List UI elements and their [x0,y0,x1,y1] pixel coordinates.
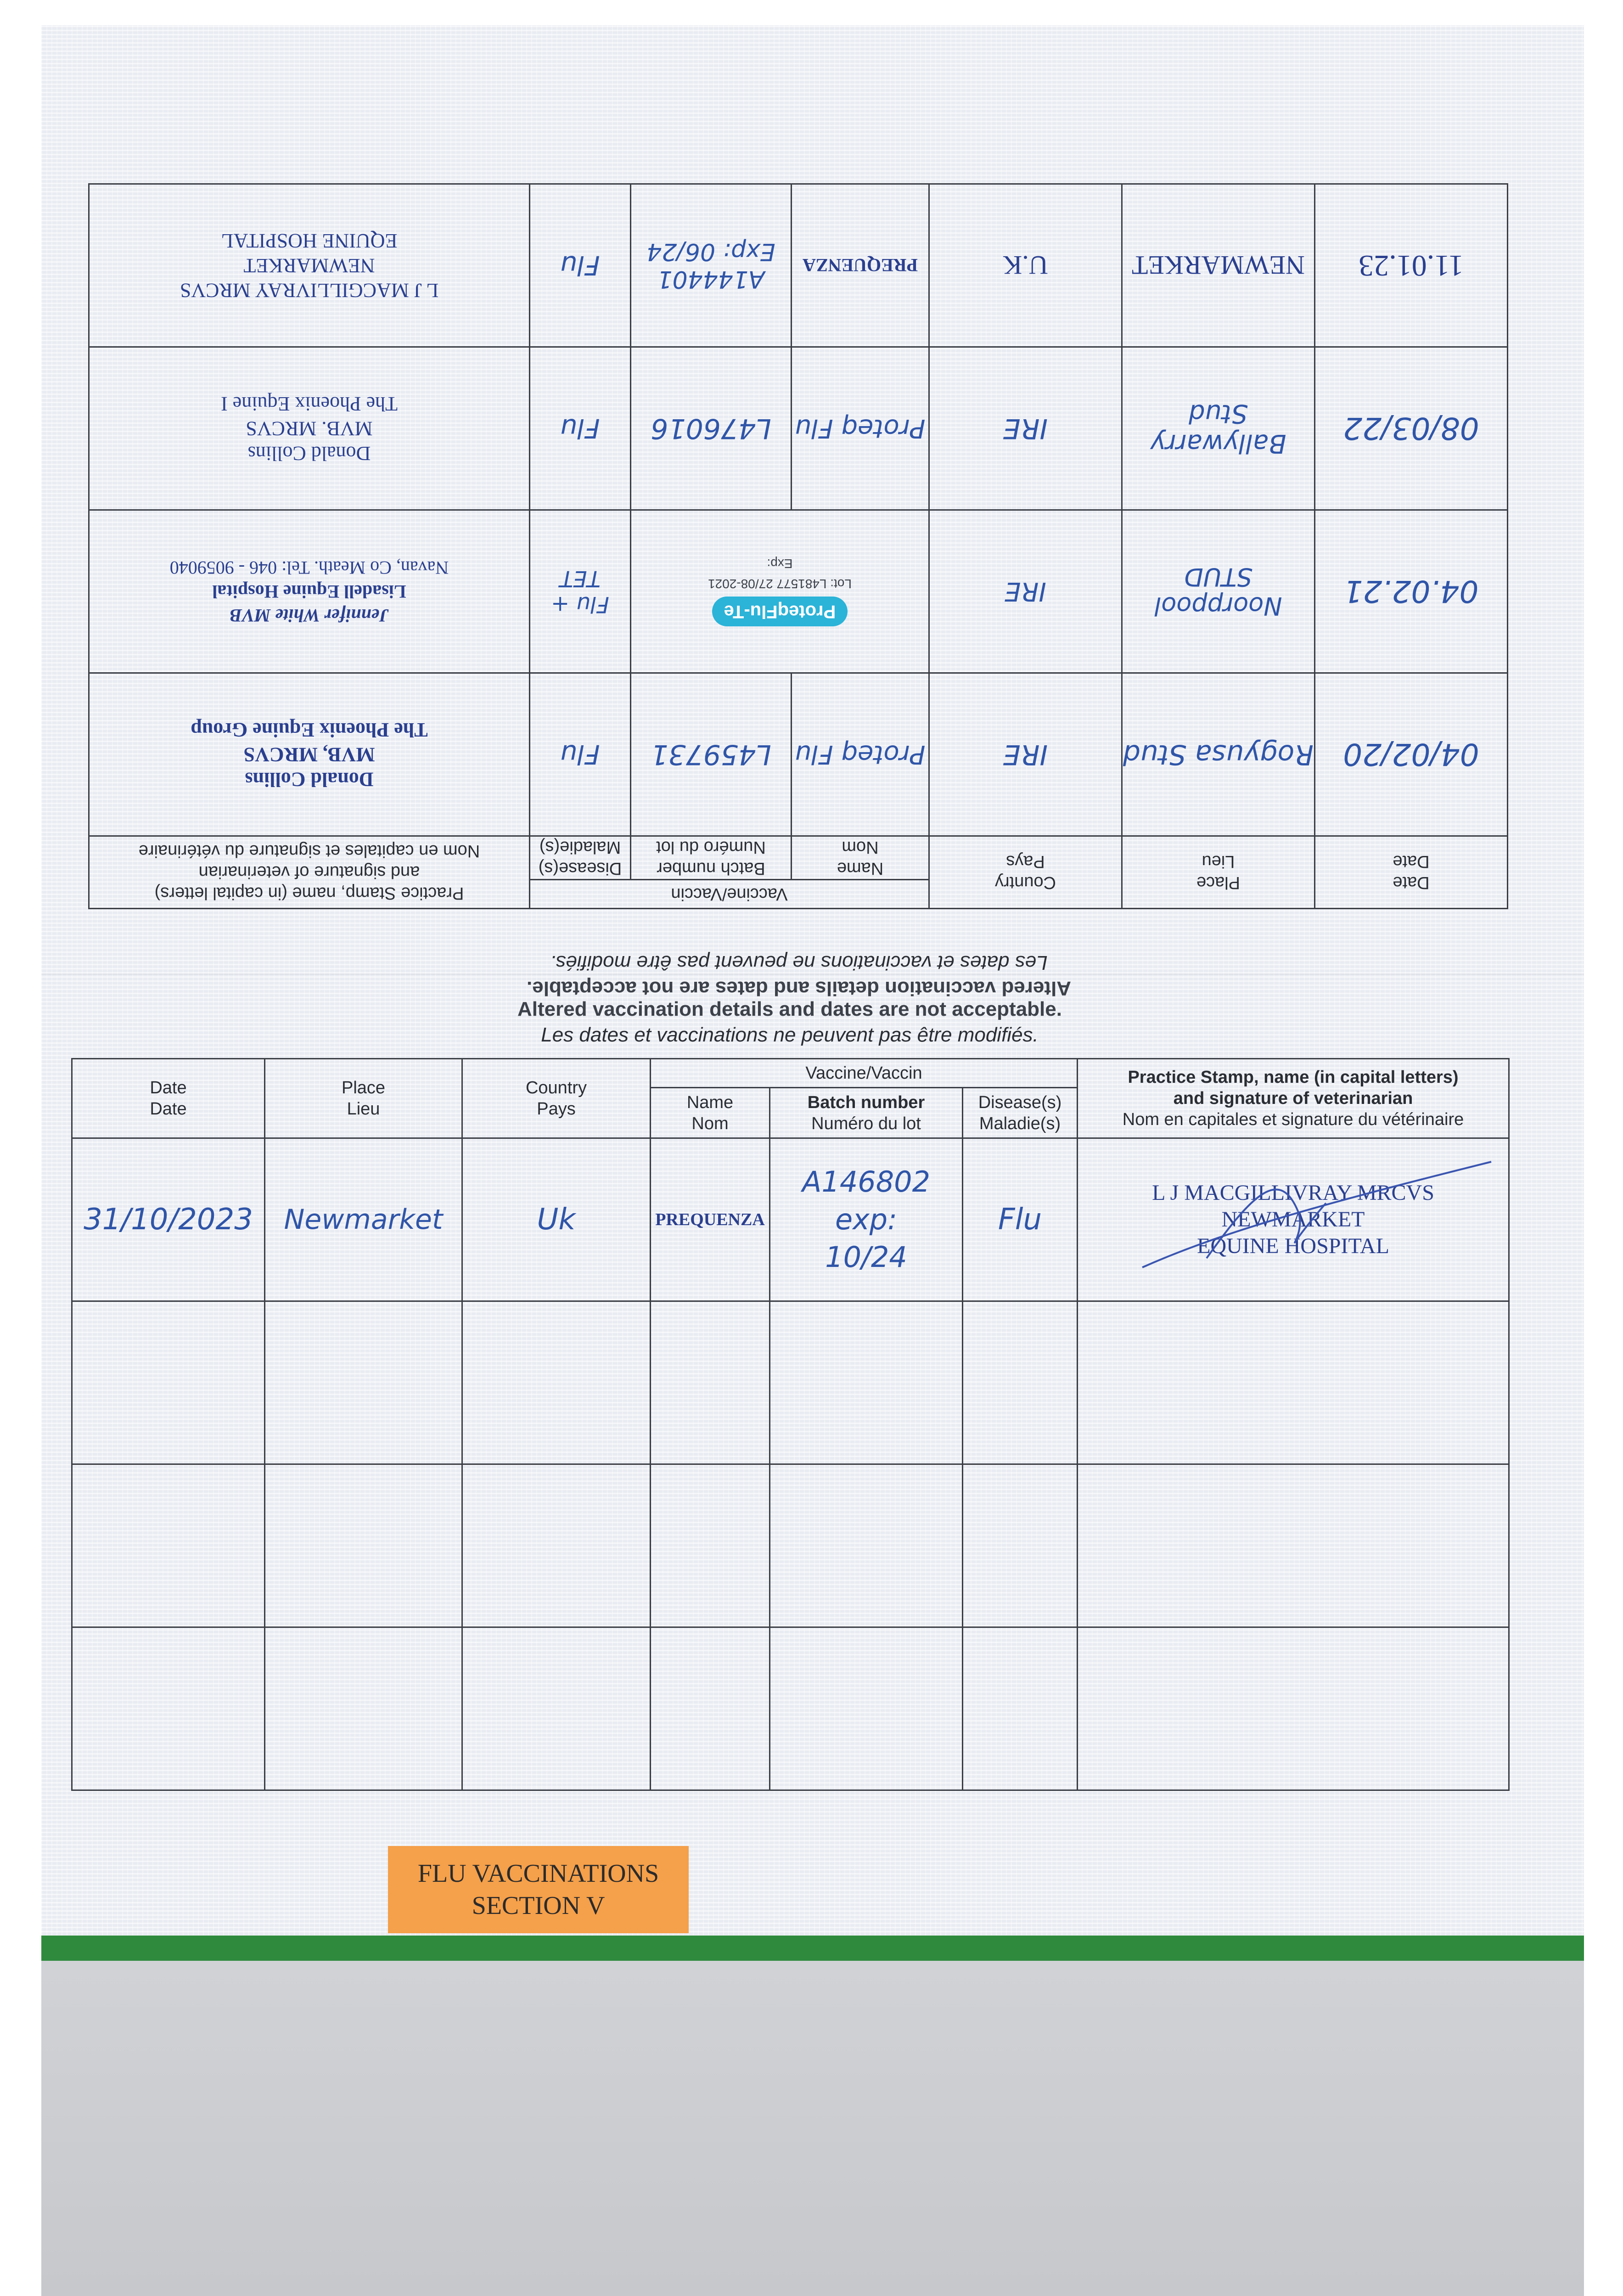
cell-empty [1078,1301,1509,1464]
header-stamp: Practice Stamp, name (in capital letters) and signature of veterinarian Nom en capitales et signature du vétérinaire [89,836,529,909]
cell-empty [72,1464,265,1627]
cell-empty [1078,1627,1509,1790]
cell-date: 31/10/2023 [72,1138,265,1301]
cell-batch [631,184,792,347]
stamp-line: Lisadell Equine Hospital [212,581,406,602]
cell-empty [265,1627,462,1790]
booklet-cover [41,1961,1584,2296]
cell-empty [770,1301,963,1464]
cell-country: IRE [929,673,1122,836]
cell-country: IRE [929,510,1122,673]
cell-place: Rogyusa Stud [1122,673,1315,836]
cell-empty [265,1301,462,1464]
stamp-line: EQUINE HOSPITAL [1197,1234,1389,1258]
sticker-exp: Exp: [767,557,793,571]
stamp-line: L J MACGILLIVRAY MRCVS [180,279,439,302]
cell-empty [651,1301,770,1464]
cell-empty [265,1464,462,1627]
stamp-line: NEWMARKET [1221,1207,1365,1232]
table-row [72,1627,1509,1790]
cell-name: Proteq Flu [792,673,929,836]
batch-number: A144401 [657,265,765,293]
cell-empty [963,1301,1078,1464]
batch-expiry: exp: [835,1203,898,1236]
stamp-line: The Phoenix Equine Group [191,719,428,741]
section-title: FLU VACCINATIONS [417,1859,659,1888]
notice-fr: Les dates et vaccinations ne peuvent pas être modifiés. [550,951,1048,974]
table-row [72,1301,1509,1464]
notice-en: Altered vaccination details and dates are not acceptable. [517,998,1062,1020]
lower-vaccination-table [71,1058,1510,1791]
cell-date: 04/02/20 [1315,673,1508,836]
lower-notice [71,996,1508,1048]
cell-stamp [89,673,529,836]
header-batch: Batch number Numéro du lot [631,836,792,880]
header-disease: Disease(s) Maladie(s) [963,1088,1078,1138]
header-disease: Disease(s) Maladie(s) [529,836,630,880]
stamp-line: The Phoenix Equine I [221,393,398,415]
batch-number: A146802 [802,1165,931,1199]
batch-expiry: Exp: 06/24 [646,238,775,265]
header-country: Country Pays [462,1059,651,1138]
cell-place: Ballywarry Stud [1122,347,1315,510]
cell-name-sticker [631,510,929,673]
cell-empty [651,1627,770,1790]
cell-stamp [1078,1138,1509,1301]
batch-expiry-date: 10/24 [825,1240,907,1274]
cell-stamp [89,510,529,673]
cell-date: 08/03/22 [1315,347,1508,510]
proteq-sticker: ProteqFlu-Te [712,597,848,627]
cell-empty [770,1627,963,1790]
stamp-line: Navan, Co Meath. Tel: 046 - 9059040 [169,557,449,578]
lower-page [71,996,1508,1791]
notice-en: Altered vaccination details and dates are not acceptable. [527,977,1071,1000]
stamp-line: EQUINE HOSPITAL [221,230,398,252]
cell-batch: L476016 [631,347,792,510]
cell-name: PREQUENZA [792,184,929,347]
stamp-line: Jennifer White MVB [230,605,389,626]
header-country: Country Pays [929,836,1122,909]
stamp-line: NEWMARKET [243,254,375,277]
cell-date: 11.01.23 [1315,184,1508,347]
green-band [41,1936,1584,1961]
cell-stamp [89,347,529,510]
cell-disease: Flu + TET [529,510,630,673]
cell-country: IRE [929,347,1122,510]
cell-disease: Flu [963,1138,1078,1301]
stamp-line: L J MACGILLIVRAY MRCVS [1152,1181,1434,1205]
stamp-line: MVB, MRCVS [243,743,375,766]
sticker-lot: Lot: L481577 27/08-2021 [708,577,852,591]
header-date: Date Date [72,1059,265,1138]
table-row [89,347,1507,510]
cell-place: NEWMARKET [1122,184,1315,347]
table-row [72,1464,1509,1627]
upper-vaccination-table [88,183,1508,909]
header-vaccine: Vaccine/Vaccin [529,880,929,909]
header-place: Place Lieu [265,1059,462,1138]
cell-batch: L459731 [631,673,792,836]
stamp-line: Donald Collins [245,768,374,791]
cell-empty [963,1627,1078,1790]
cell-country: U.K [929,184,1122,347]
cell-empty [963,1464,1078,1627]
cell-empty [462,1464,651,1627]
cell-empty [770,1464,963,1627]
cell-stamp [89,184,529,347]
header-stamp: Practice Stamp, name (in capital letters) and signature of veterinarian Nom en capitales et signature du vétérinaire [1078,1059,1509,1138]
cell-empty [72,1627,265,1790]
cell-empty [462,1627,651,1790]
upper-page-inverted [90,184,1508,1001]
header-vaccine: Vaccine/Vaccin [651,1059,1078,1088]
cell-date: 04.02.21 [1315,510,1508,673]
header-batch: Batch number Numéro du lot [770,1088,963,1138]
table-row [72,1138,1509,1301]
cell-country: Uk [462,1138,651,1301]
cell-empty [462,1301,651,1464]
notice-fr: Les dates et vaccinations ne peuvent pas être modifiés. [541,1024,1039,1046]
header-name: Name Nom [651,1088,770,1138]
cell-disease: Flu [529,347,630,510]
cell-name: PREQUENZA [651,1138,770,1301]
table-row [89,673,1507,836]
header-name: Name Nom [792,836,929,880]
header-date: Date Date [1315,836,1508,909]
cell-place: Newmarket [265,1138,462,1301]
header-place: Place Lieu [1122,836,1315,909]
cell-empty [651,1464,770,1627]
cell-batch [770,1138,963,1301]
section-label [388,1846,689,1933]
cell-disease: Flu [529,673,630,836]
section-number: SECTION V [472,1891,605,1920]
table-row [89,184,1507,347]
stamp-line: MVB. MRCVS [246,417,373,440]
cell-disease: Flu [529,184,630,347]
table-row [89,510,1507,673]
stamp-line: Donald Collins [247,442,371,465]
cell-empty [72,1301,265,1464]
cell-name: Proteq Flu [792,347,929,510]
signature-scribble [1133,1148,1500,1286]
cell-place: Noorppool STUD [1122,510,1315,673]
cell-empty [1078,1464,1509,1627]
upper-notice [90,950,1508,1001]
